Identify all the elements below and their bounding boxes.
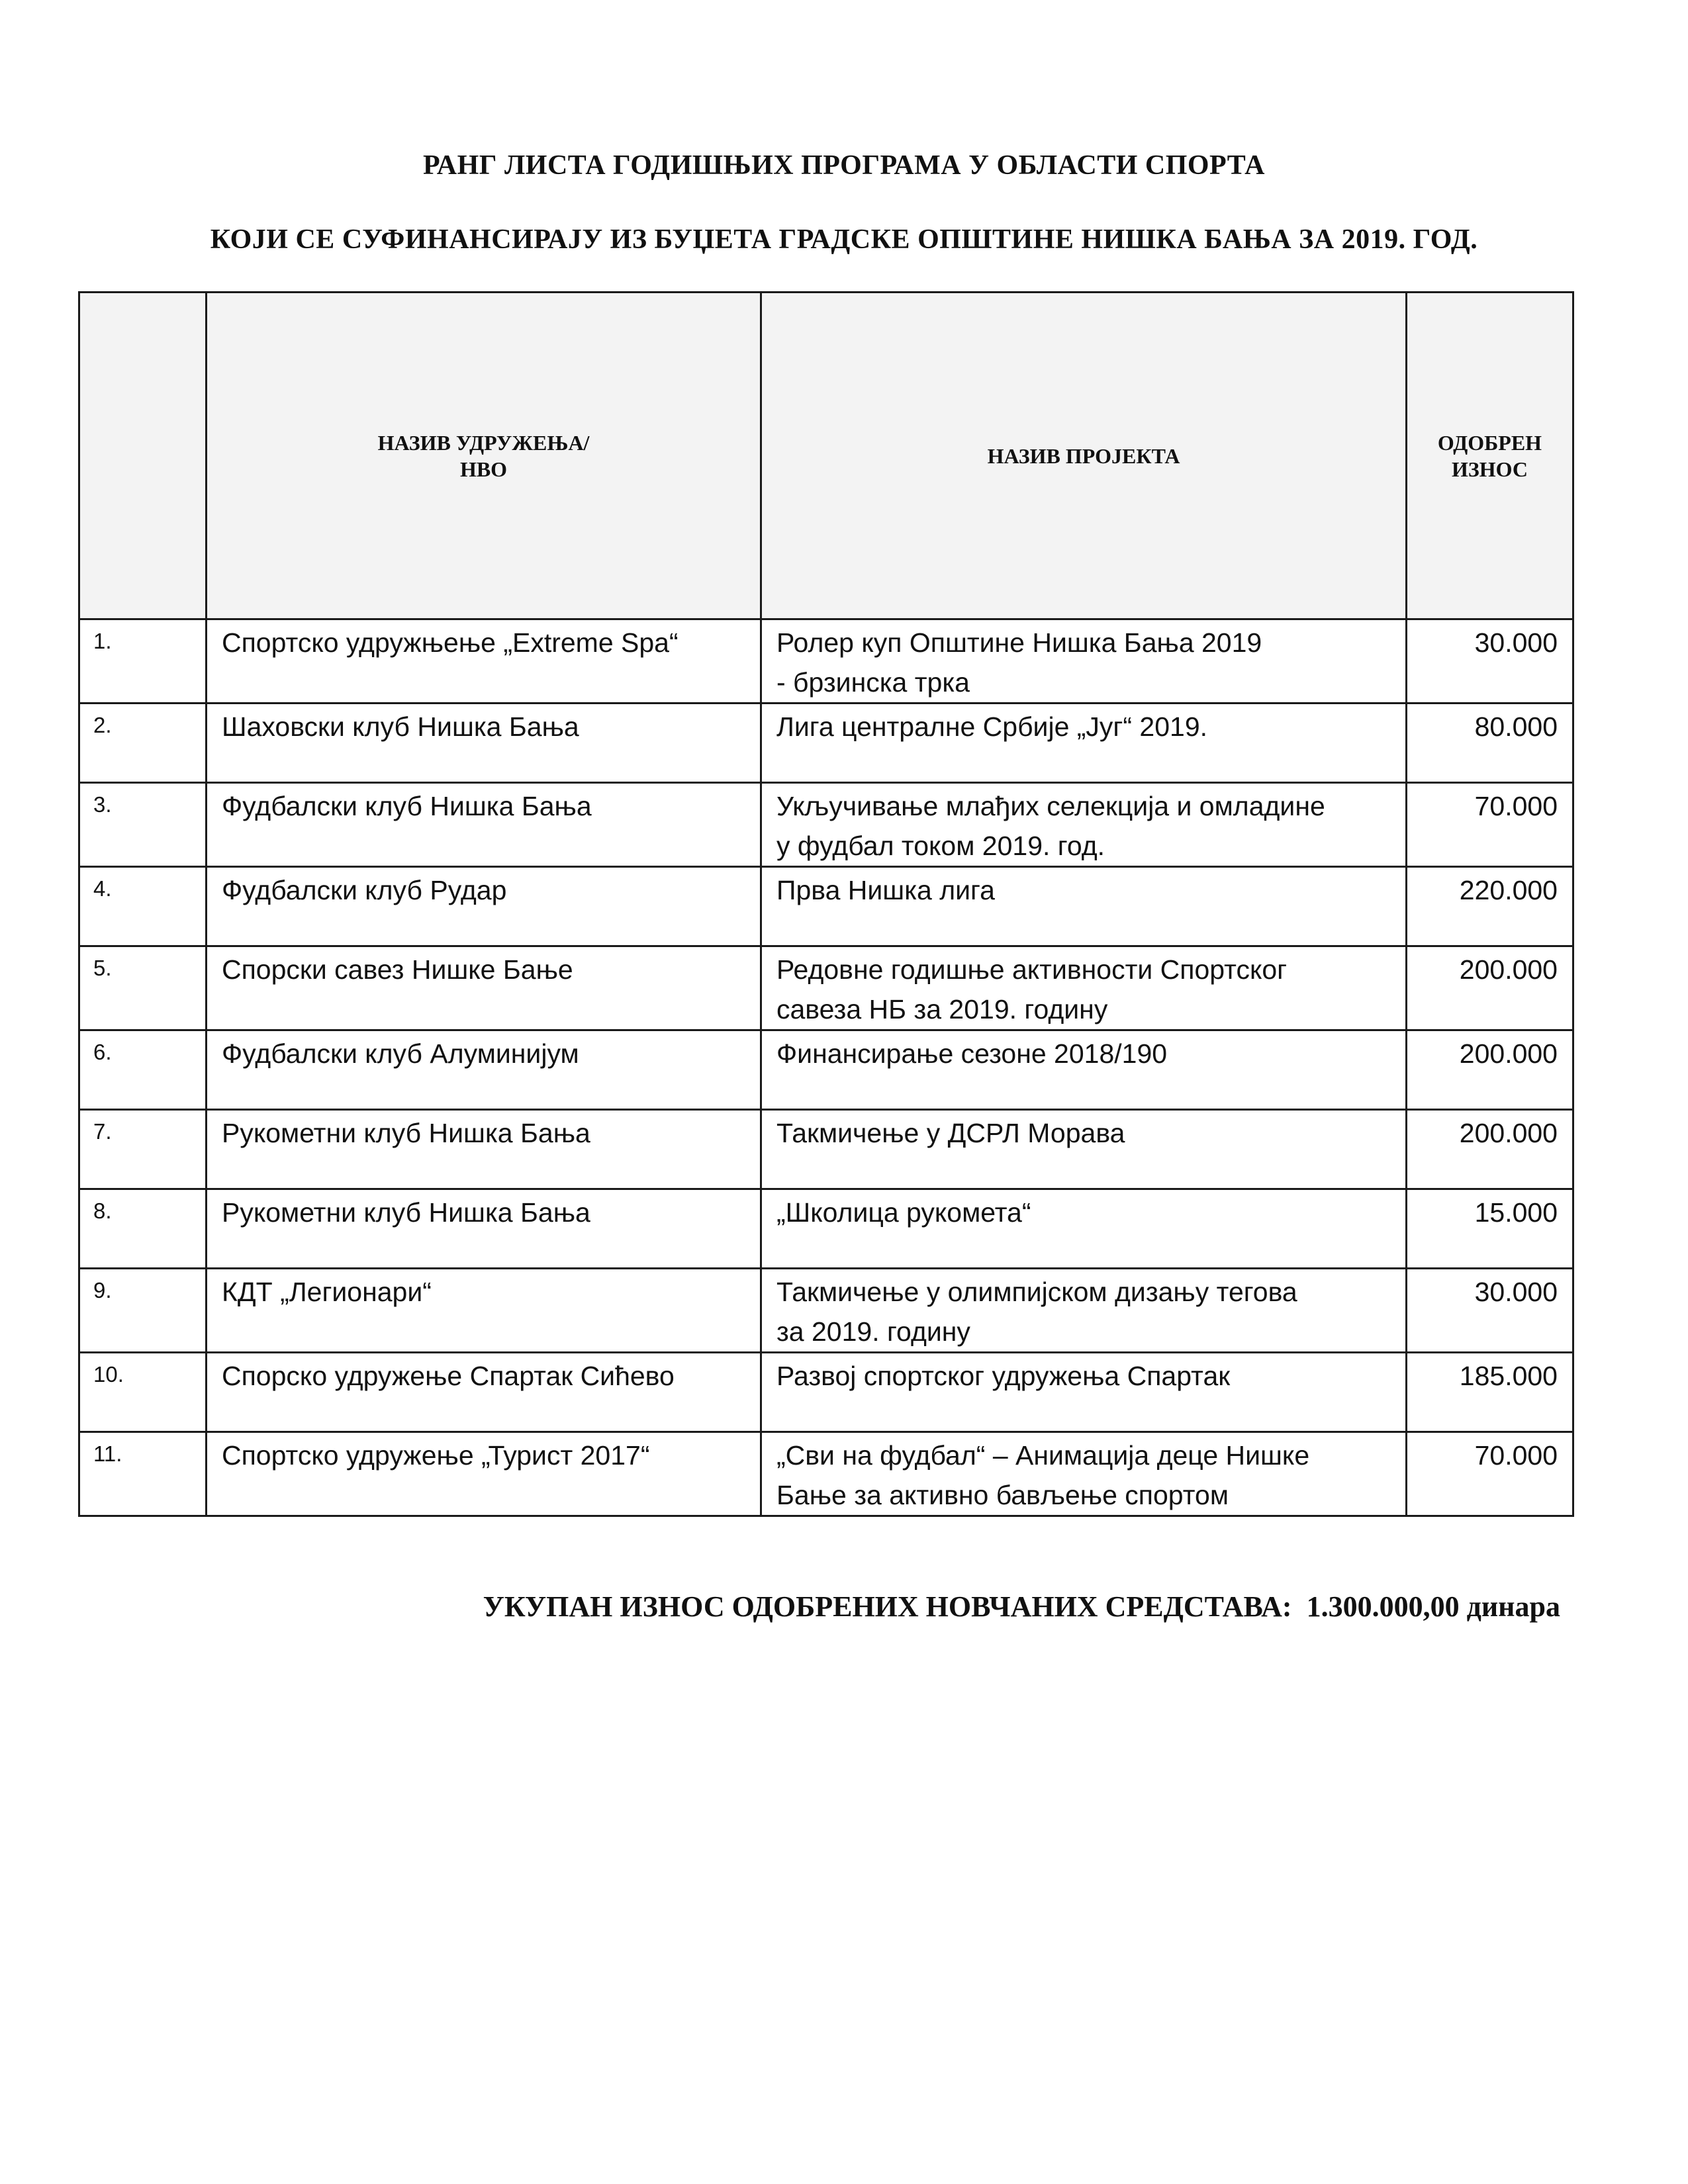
row-number: 4. <box>79 867 207 946</box>
table-row <box>79 704 1573 783</box>
table-row <box>79 1269 1573 1353</box>
document-title: РАНГ ЛИСТА ГОДИШЊИХ ПРОГРАМА У ОБЛАСТИ СПОРТА <box>423 150 1265 181</box>
row-organization: Спортско удружњење „Extreme Spa“ <box>207 619 761 704</box>
row-project-line1: Финансирање сезоне 2018/190 <box>776 1038 1168 1069</box>
row-number: 3. <box>79 783 207 867</box>
table-row <box>79 783 1573 867</box>
header-amount <box>1407 293 1573 619</box>
row-amount: 220.000 <box>1407 867 1573 946</box>
total-label: УКУПАН ИЗНОС ОДОБРЕНИХ НОВЧАНИХ СРЕДСТАВА: <box>483 1590 1292 1623</box>
row-project-line2: савеза НБ за 2019. годину <box>776 994 1108 1024</box>
header-project: НАЗИВ ПРОЈЕКТА <box>761 293 1407 619</box>
row-project-line1: Ролер куп Општине Нишка Бања 2019 <box>776 627 1262 658</box>
header-amount-line1: ОДОБРЕН <box>1437 430 1542 455</box>
table-header <box>79 293 1573 619</box>
row-organization: Спортско удружење „Турист 2017“ <box>207 1432 761 1516</box>
row-amount: 80.000 <box>1407 704 1573 783</box>
row-number: 1. <box>79 619 207 704</box>
row-amount: 200.000 <box>1407 1030 1573 1110</box>
row-amount: 200.000 <box>1407 946 1573 1030</box>
table-row <box>79 1432 1573 1516</box>
row-amount: 30.000 <box>1407 1269 1573 1353</box>
row-project <box>761 1030 1407 1110</box>
row-number: 5. <box>79 946 207 1030</box>
row-amount: 70.000 <box>1407 783 1573 867</box>
rank-table <box>78 291 1574 1517</box>
row-amount: 15.000 <box>1407 1189 1573 1269</box>
row-project <box>761 1432 1407 1516</box>
header-row <box>79 293 1573 619</box>
row-organization: Спорско удружење Спартак Сићево <box>207 1353 761 1432</box>
row-organization: Рукометни клуб Нишка Бања <box>207 1189 761 1269</box>
row-number: 7. <box>79 1110 207 1189</box>
row-number: 8. <box>79 1189 207 1269</box>
row-organization: Спорски савез Нишке Бање <box>207 946 761 1030</box>
row-amount: 70.000 <box>1407 1432 1573 1516</box>
row-organization: Шаховски клуб Нишка Бања <box>207 704 761 783</box>
total-value: 1.300.000,00 <box>1306 1590 1460 1623</box>
row-project <box>761 1269 1407 1353</box>
header-organization <box>207 293 761 619</box>
row-project <box>761 1189 1407 1269</box>
total-unit: динара <box>1466 1590 1560 1623</box>
row-project-line2: Бање за активно бављење спортом <box>776 1480 1229 1510</box>
table-row <box>79 1353 1573 1432</box>
table-row <box>79 1189 1573 1269</box>
row-organization: Фудбалски клуб Нишка Бања <box>207 783 761 867</box>
header-organization-line1: НАЗИВ УДРУЖЕЊА/ <box>377 430 590 455</box>
row-project-line2: - брзинска трка <box>776 667 970 698</box>
row-organization: КДТ „Легионари“ <box>207 1269 761 1353</box>
row-project-line1: „Сви на фудбал“ – Анимација деце Нишке <box>776 1440 1310 1471</box>
row-organization: Фудбалски клуб Алуминијум <box>207 1030 761 1110</box>
total-amount-line <box>483 1590 1560 1623</box>
row-amount: 200.000 <box>1407 1110 1573 1189</box>
row-project <box>761 1110 1407 1189</box>
row-number: 2. <box>79 704 207 783</box>
row-project <box>761 619 1407 704</box>
row-amount: 185.000 <box>1407 1353 1573 1432</box>
row-organization: Фудбалски клуб Рудар <box>207 867 761 946</box>
row-project-line1: Такмичење у олимпијском дизању тегова <box>776 1277 1297 1307</box>
row-number: 6. <box>79 1030 207 1110</box>
row-project-line2: у фудбал током 2019. год. <box>776 831 1105 861</box>
row-project-line1: Прва Нишка лига <box>776 875 995 905</box>
header-organization-line2: НВО <box>459 457 508 481</box>
table-row <box>79 619 1573 704</box>
row-number: 9. <box>79 1269 207 1353</box>
row-organization: Рукометни клуб Нишка Бања <box>207 1110 761 1189</box>
row-project <box>761 867 1407 946</box>
table-body <box>79 619 1573 1516</box>
row-project <box>761 946 1407 1030</box>
row-project-line1: Редовне годишње активности Спортског <box>776 954 1288 985</box>
row-project <box>761 704 1407 783</box>
row-number: 11. <box>79 1432 207 1516</box>
table-row <box>79 1030 1573 1110</box>
header-number <box>79 293 207 619</box>
row-project-line1: Лига централне Србије „Југ“ 2019. <box>776 711 1208 742</box>
table-row <box>79 867 1573 946</box>
document-subtitle: КОЈИ СЕ СУФИНАНСИРАЈУ ИЗ БУЏЕТА ГРАДСКЕ ОПШТИНЕ НИШКА БАЊА ЗА 2019. ГОД. <box>210 224 1478 255</box>
row-project-line1: Такмичење у ДСРЛ Морава <box>776 1118 1125 1148</box>
row-project <box>761 783 1407 867</box>
row-project-line1: Развој спортског удружења Спартак <box>776 1361 1231 1391</box>
row-project <box>761 1353 1407 1432</box>
row-amount: 30.000 <box>1407 619 1573 704</box>
row-number: 10. <box>79 1353 207 1432</box>
table-row <box>79 1110 1573 1189</box>
row-project-line2: за 2019. годину <box>776 1316 970 1347</box>
table-row <box>79 946 1573 1030</box>
row-project-line1: „Школица рукомета“ <box>776 1197 1031 1228</box>
header-amount-line2: ИЗНОС <box>1451 457 1528 481</box>
row-project-line1: Укључивање млађих селекција и омладине <box>776 791 1325 821</box>
